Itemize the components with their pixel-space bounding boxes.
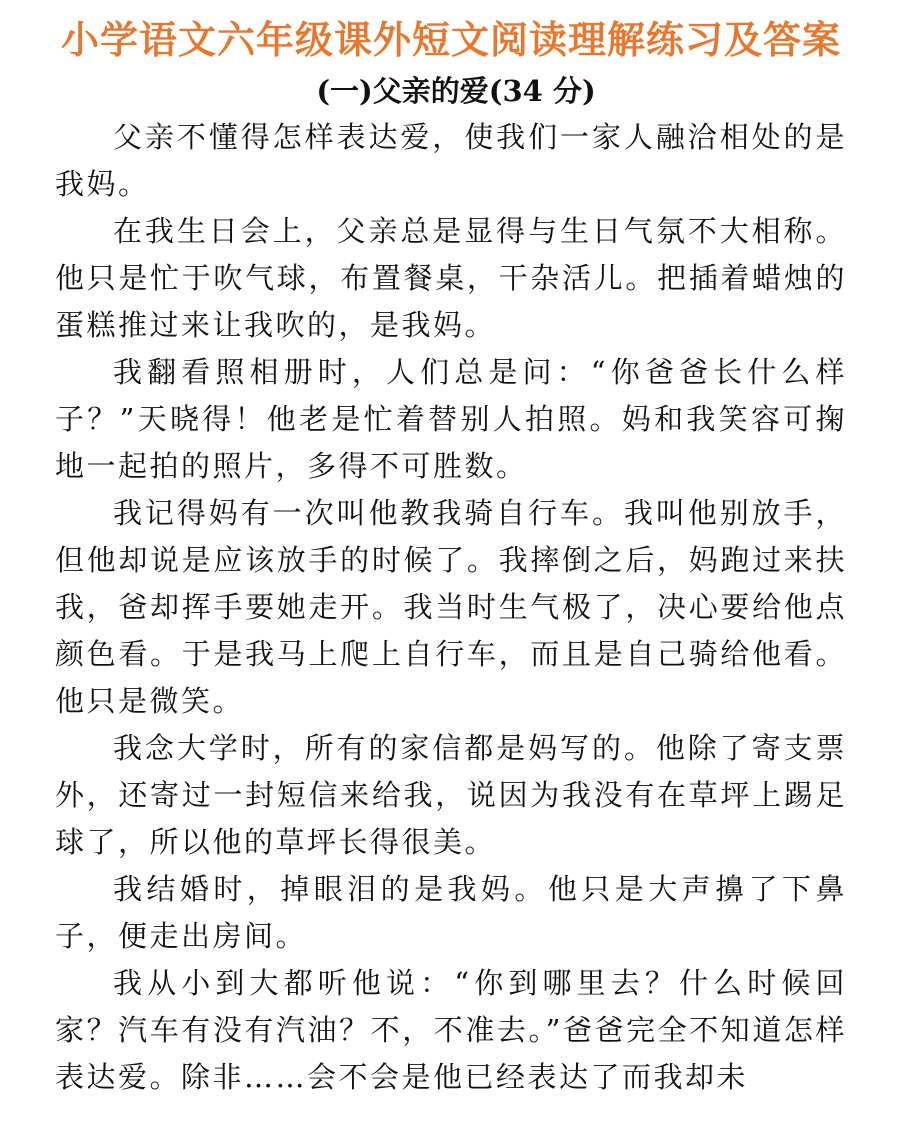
paragraph-2: 在我生日会上，父亲总是显得与生日气氛不大相称。他只是忙于吹气球，布置餐桌，干杂活儿。把插着蜡烛的蛋糕推过来让我吹的，是我妈。 — [55, 214, 847, 342]
paragraph-7: 我从小到大都听他说：“你到哪里去？什么时候回家？汽车有没有汽油？不，不准去。”爸爸完全不知道怎样表达爱。除非……会不会是他已经表达了而我却未 — [55, 966, 847, 1094]
paragraph-4: 我记得妈有一次叫他教我骑自行车。我叫他别放手，但他却说是应该放手的时候了。我摔倒之后，妈跑过来扶我，爸却挥手要她走开。我当时生气极了，决心要给他点颜色看。于是我马上爬上自行车，而且是自己骑给他看。他只是微笑。 — [55, 496, 847, 718]
article-body — [55, 114, 847, 1101]
paragraph-6: 我结婚时，掉眼泪的是我妈。他只是大声擤了下鼻子，便走出房间。 — [55, 872, 847, 953]
paragraph-1: 父亲不懂得怎样表达爱，使我们一家人融洽相处的是我妈。 — [55, 120, 847, 201]
document-title: 小学语文六年级课外短文阅读理解练习及答案 — [60, 18, 841, 62]
paragraph-3: 我翻看照相册时，人们总是问：“你爸爸长什么样子？”天晓得！他老是忙着替别人拍照。妈和我笑容可掬地一起拍的照片，多得不可胜数。 — [55, 355, 847, 483]
paragraph-5: 我念大学时，所有的家信都是妈写的。他除了寄支票外，还寄过一封短信来给我，说因为我没有在草坪上踢足球了，所以他的草坪长得很美。 — [55, 731, 847, 859]
section-title: (一)父亲的爱(34 分) — [316, 74, 596, 108]
